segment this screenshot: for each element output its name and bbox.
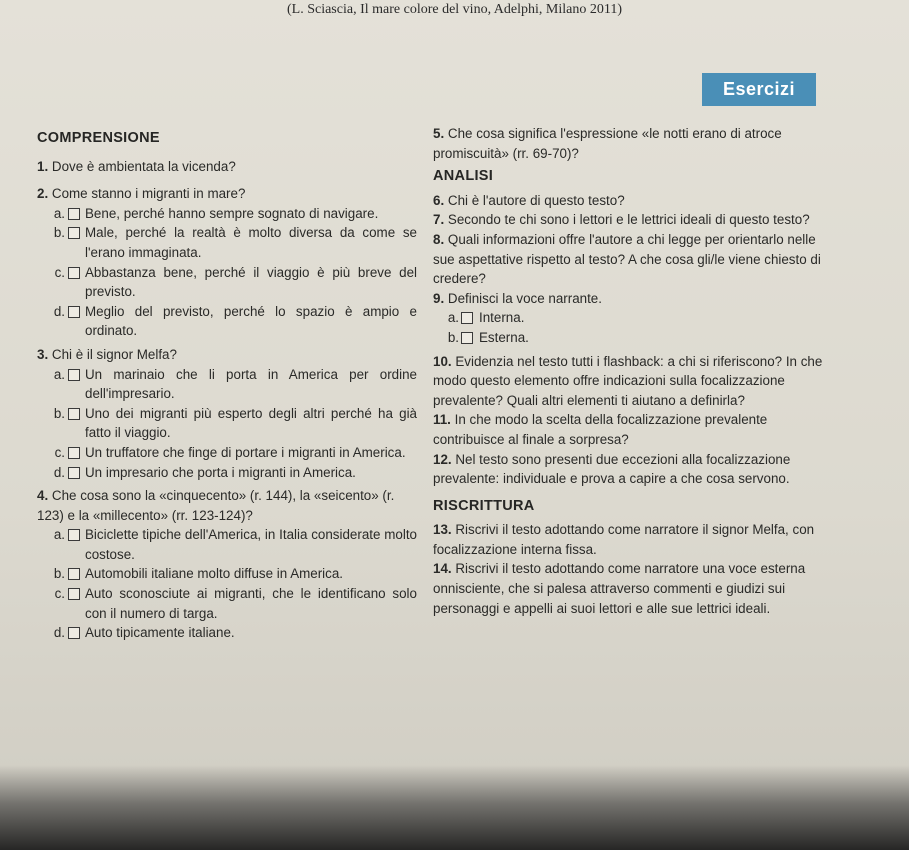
option-text: Esterna. (479, 329, 529, 345)
question-number: 10. (433, 353, 452, 369)
question-text: Evidenzia nel testo tutti i flashback: a chi si riferiscono? In che modo questo elemento offre indicazioni sulla focalizzazione prevalente? Quali altri elementi ti aiutano a definirla? (433, 353, 823, 408)
option-letter: b. (53, 566, 65, 582)
option-2a[interactable] (37, 204, 417, 224)
checkbox-icon[interactable] (68, 208, 80, 220)
question-text: Che cosa significa l'espressione «le notti erano di atroce promiscuità» (rr. 69-70)? (433, 126, 782, 161)
option-letter: c. (54, 586, 65, 602)
checkbox-icon[interactable] (68, 306, 80, 318)
option-text: Un truffatore che finge di portare i migranti in America. (85, 444, 406, 460)
question-number: 13. (433, 522, 452, 538)
option-letter: a. (447, 310, 459, 326)
option-letter: c. (54, 444, 65, 460)
option-9b[interactable] (433, 328, 833, 348)
question-1 (37, 157, 417, 177)
right-column (433, 124, 833, 618)
question-number: 9. (433, 290, 445, 306)
option-2d[interactable] (37, 302, 417, 341)
question-number: 2. (37, 186, 49, 202)
question-3 (37, 345, 417, 365)
checkbox-icon[interactable] (68, 447, 80, 459)
bottom-shadow (0, 765, 909, 850)
question-text: Riscrivi il testo adottando come narratore il signor Melfa, con focalizzazione interna fissa. (433, 522, 815, 557)
option-letter: b. (447, 329, 459, 345)
question-number: 5. (433, 126, 445, 141)
option-letter: a. (53, 366, 65, 382)
option-text: Automobili italiane molto diffuse in America. (85, 566, 344, 582)
question-number: 12. (433, 451, 452, 467)
option-text: Un impresario che porta i migranti in America. (85, 464, 356, 480)
option-2b[interactable] (37, 223, 417, 262)
question-text: Che cosa sono la «cinquecento» (r. 144), la «seicento» (r. 123) e la «millecento» (rr. 123-124)? (37, 488, 395, 523)
question-13 (433, 520, 833, 559)
option-letter: c. (54, 264, 65, 280)
option-text: Un marinaio che li porta in America per ordine dell'impresario. (85, 366, 417, 402)
checkbox-icon[interactable] (68, 369, 80, 381)
question-text: Secondo te chi sono i lettori e le lettrici ideali di questo testo? (447, 212, 810, 228)
question-number: 14. (433, 561, 452, 577)
option-text: Uno dei migranti più esperto degli altri perché ha già fatto il viaggio. (85, 405, 417, 441)
question-number: 7. (433, 212, 445, 228)
question-8 (433, 230, 833, 289)
question-9 (433, 289, 833, 309)
option-text: Interna. (479, 310, 525, 326)
option-3b[interactable] (37, 404, 417, 443)
option-letter: d. (53, 303, 65, 319)
option-letter: a. (53, 205, 65, 221)
question-2 (37, 184, 417, 204)
option-text: Meglio del previsto, perché lo spazio è ampio e ordinato. (85, 303, 417, 339)
section-analisi: ANALISI (433, 168, 494, 185)
question-text: Nel testo sono presenti due eccezioni alla focalizzazione prevalente: individuale e prova a capire a che cosa servono. (433, 451, 791, 487)
checkbox-icon[interactable] (68, 267, 80, 279)
checkbox-icon[interactable] (68, 408, 80, 420)
question-number: 11. (433, 412, 451, 428)
question-number: 4. (37, 488, 49, 504)
option-text: Abbastanza bene, perché il viaggio è più breve del previsto. (85, 264, 417, 300)
option-9a[interactable] (433, 308, 833, 328)
question-text: Dove è ambientata la vicenda? (51, 158, 236, 174)
option-text: Biciclette tipiche dell'America, in Italia considerate molto costose. (85, 527, 417, 562)
question-number: 6. (433, 192, 445, 208)
question-10 (433, 352, 833, 411)
question-text: Chi è il signor Melfa? (51, 346, 177, 362)
option-letter: a. (53, 527, 65, 543)
section-comprensione: COMPRENSIONE (37, 130, 160, 146)
option-3a[interactable] (37, 365, 417, 404)
question-14 (433, 559, 833, 618)
checkbox-icon[interactable] (68, 588, 80, 600)
option-3d[interactable] (37, 463, 417, 483)
option-text: Auto sconosciute ai migranti, che le identificano solo con il numero di targa. (85, 586, 417, 621)
question-text: In che modo la scelta della focalizzazione prevalente contribuisce al finale a sorpresa? (433, 412, 768, 447)
option-letter: d. (53, 464, 65, 480)
option-4d[interactable] (37, 623, 417, 643)
question-text: Quali informazioni offre l'autore a chi legge per orientarlo nelle sue aspettative rispetto al testo? A che cosa gli/le viene chiesto di credere? (433, 231, 821, 287)
checkbox-icon[interactable] (68, 568, 80, 580)
option-letter: b. (53, 405, 65, 421)
option-4c[interactable] (37, 584, 417, 623)
question-11 (433, 410, 833, 449)
question-text: Riscrivi il testo adottando come narratore una voce esterna onnisciente, che si palesa attraverso commenti e giudizi sui personaggi e appelli ai suoi lettori e alle sue lettrici ideali. (433, 561, 806, 616)
question-5 (433, 124, 833, 163)
option-4a[interactable] (37, 525, 417, 564)
option-2c[interactable] (37, 263, 417, 302)
question-number: 1. (37, 158, 49, 174)
option-3c[interactable] (37, 443, 417, 463)
checkbox-icon[interactable] (68, 529, 80, 541)
question-number: 8. (433, 231, 445, 247)
question-4 (37, 486, 417, 525)
checkbox-icon[interactable] (68, 467, 80, 479)
option-text: Auto tipicamente italiane. (85, 625, 235, 641)
option-text: Male, perché la realtà è molto diversa da come se l'erano immaginata. (85, 225, 417, 260)
checkbox-icon[interactable] (68, 227, 80, 239)
checkbox-icon[interactable] (68, 627, 80, 639)
checkbox-icon[interactable] (461, 312, 473, 324)
esercizi-badge: Esercizi (702, 73, 816, 106)
checkbox-icon[interactable] (461, 332, 473, 344)
option-text: Bene, perché hanno sempre sognato di navigare. (85, 205, 379, 221)
left-column (37, 129, 417, 643)
source-citation: (L. Sciascia, Il mare colore del vino, Adelphi, Milano 2011) (286, 2, 622, 17)
question-6 (433, 191, 833, 211)
question-text: Come stanno i migranti in mare? (51, 186, 246, 202)
question-7 (433, 210, 833, 230)
option-4b[interactable] (37, 564, 417, 584)
section-riscrittura: RISCRITTURA (433, 497, 535, 514)
option-letter: b. (53, 225, 65, 241)
option-letter: d. (53, 625, 65, 641)
question-text: Chi è l'autore di questo testo? (447, 192, 625, 208)
question-number: 3. (37, 346, 49, 362)
question-text: Definisci la voce narrante. (447, 290, 602, 306)
question-12 (433, 450, 833, 489)
